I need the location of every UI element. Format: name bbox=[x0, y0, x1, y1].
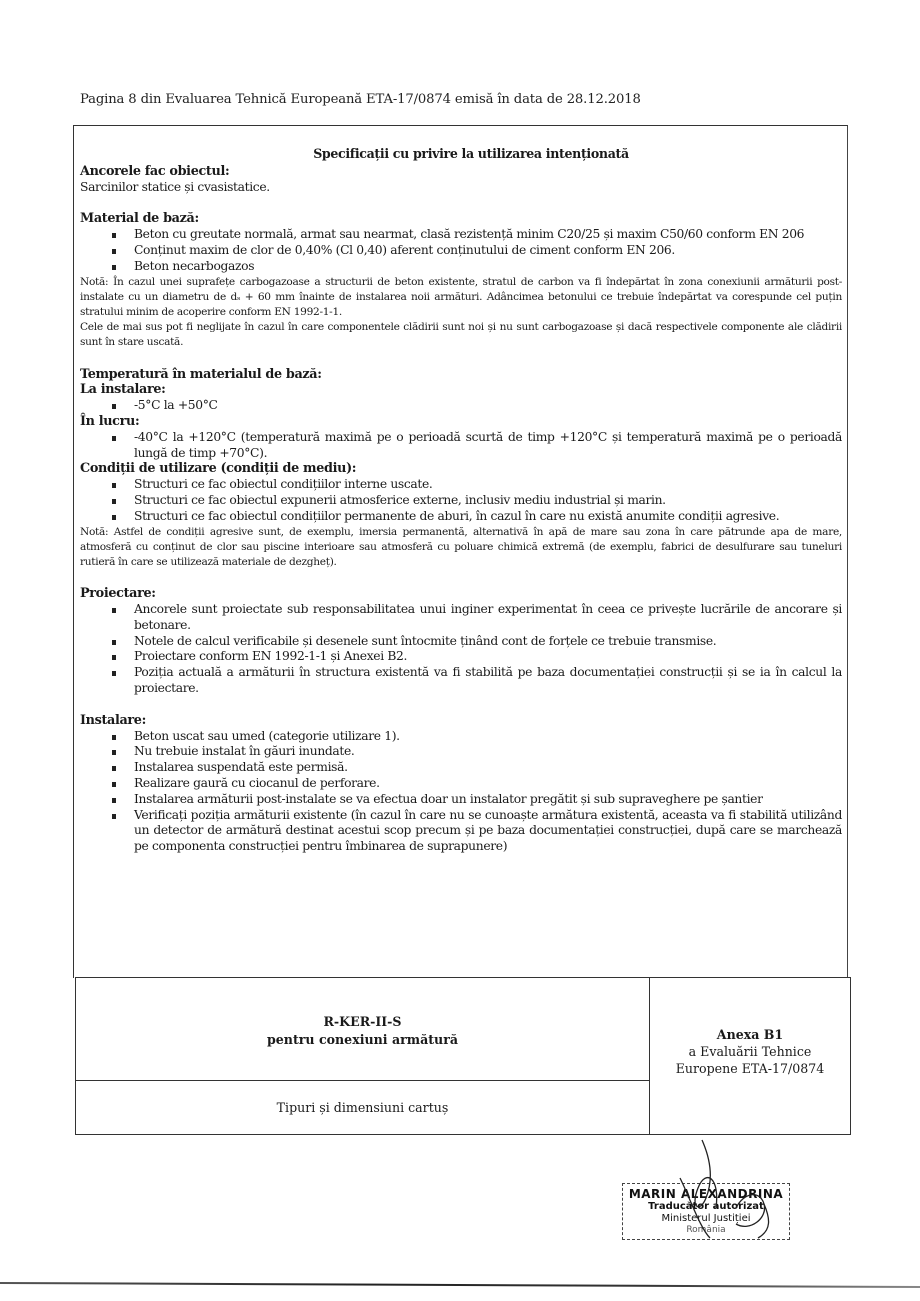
list-item: Beton uscat sau umed (categorie utilizare 1). bbox=[80, 729, 842, 745]
document-title: Specificații cu privire la utilizarea intenționată bbox=[313, 146, 629, 161]
product-name-cell bbox=[76, 978, 649, 1081]
list-item: Proiectare conform EN 1992-1-1 și Anexei B2. bbox=[80, 649, 842, 665]
base-material-note-2: Cele de mai sus pot fi neglijate în cazul în care componentele clădirii sunt noi și nu sunt carbogazoase și dacă respectivele componente ale clădirii sunt în stare uscată. bbox=[80, 321, 842, 349]
footer-subtitle: Tipuri și dimensiuni cartuș bbox=[276, 1100, 449, 1115]
list-item: Notele de calcul verificabile și desenele sunt întocmite ținând cont de forțele ce trebuie transmise. bbox=[80, 634, 842, 650]
signature-icon bbox=[640, 1138, 790, 1248]
section-heading-temperature: Temperatură în materialul de bază: bbox=[80, 366, 322, 382]
page-header: Pagina 8 din Evaluarea Tehnică Europeană ETA-17/0874 emisă în data de 28.12.2018 bbox=[80, 92, 641, 107]
subheading-service-temp: În lucru: bbox=[80, 413, 140, 429]
list-item: Verificați poziția armăturii existente (în cazul în care nu se cunoaște armătura existentă, aceasta va fi stabilită utilizând un detector de armătură destinat acestui scop precum și pe baza documentației construcției, după care se marchează pe componenta construcției pentru îmbinarea de suprapunere) bbox=[80, 808, 842, 855]
section-heading-base-material: Material de bază: bbox=[80, 211, 199, 227]
product-code: R-KER-II-S bbox=[323, 1014, 402, 1029]
conditions-note: Notă: Astfel de condiții agresive sunt, de exemplu, imersia permanentă, alternativă în apă de mare sau zona în care pătrunde apa de mare, atmosferă cu conținut de clor sau piscine interioare sau atmosferă cu poluare chimică extremă (de exemplu, fabrici de desulfurare sau tuneluri rutieră în care se utilizează materiale de dezgheț). bbox=[80, 525, 842, 568]
base-material-note: Notă: În cazul unei suprafețe carbogazoase a structurii de beton existente, stratul de carbon va fi îndepărtat în zona conexiunii armăturii post-instalate cu un diametru de dₛ + 60 mm înainte de instalarea noii armături. Adâncimea betonului ce trebuie îndepărtat va corespunde cel puțin stratului minim de acoperire conform EN 1992-1-1. bbox=[80, 275, 842, 318]
conditions-list bbox=[80, 477, 842, 524]
document-body bbox=[80, 146, 842, 855]
section-heading-design: Proiectare: bbox=[80, 586, 156, 602]
list-item: Realizare gaură cu ciocanul de perforare. bbox=[80, 776, 842, 792]
list-item: Structuri ce fac obiectul expunerii atmosferice externe, inclusiv mediu industrial și marin. bbox=[80, 493, 842, 509]
list-item: Instalarea suspendată este permisă. bbox=[80, 760, 842, 776]
annex-cell bbox=[650, 978, 850, 1134]
install-temp-list bbox=[80, 398, 842, 414]
stamp-name: MARIN ALEXANDRINA bbox=[628, 1187, 784, 1201]
stamp-line-3: Ministerul Justiției bbox=[661, 1213, 751, 1224]
list-item: Instalarea armăturii post-instalate se va efectua doar un instalator pregătit și sub supraveghere pe șantier bbox=[80, 792, 842, 808]
design-list bbox=[80, 602, 842, 697]
footer-title-block bbox=[75, 977, 851, 1135]
footer-left-cell bbox=[76, 978, 650, 1134]
list-item: -40°C la +120°C (temperatură maximă pe o perioadă scurtă de timp +120°C și temperatură maximă pe o perioadă lungă de timp +70°C). bbox=[80, 430, 842, 462]
service-temp-list bbox=[80, 430, 842, 462]
list-item: Structuri ce fac obiectul condițiilor permanente de aburi, în cazul în care nu există anumite condiții agresive. bbox=[80, 509, 842, 525]
list-item: Beton cu greutate normală, armat sau nearmat, clasă rezistență minim C20/25 și maxim C50/60 conform EN 206 bbox=[80, 227, 842, 243]
list-item: Beton necarbogazos bbox=[80, 259, 842, 275]
annex-title: Anexa B1 bbox=[716, 1027, 784, 1042]
base-material-list bbox=[80, 227, 842, 274]
annex-line-3: Europene ETA-17/0874 bbox=[675, 1061, 825, 1076]
list-item: Conținut maxim de clor de 0,40% (Cl 0,40) aferent conținutului de ciment conform EN 206. bbox=[80, 243, 842, 259]
section-heading-conditions: Condiții de utilizare (condiții de mediu): bbox=[80, 461, 357, 477]
installation-list bbox=[80, 729, 842, 855]
list-item: -5°C la +50°C bbox=[80, 398, 842, 414]
subheading-install-temp: La instalare: bbox=[80, 382, 166, 398]
page-edge-line bbox=[0, 1282, 920, 1288]
product-description: pentru conexiuni armătură bbox=[266, 1032, 459, 1047]
stamp-line-4: România bbox=[686, 1225, 726, 1235]
list-item: Ancorele sunt proiectate sub responsabilitatea unui inginer experimentat în ceea ce privește lucrările de ancorare și betonare. bbox=[80, 602, 842, 634]
list-item: Poziția actuală a armăturii în structura existentă va fi stabilită pe baza documentației construcții și se ia în calcul la proiectare. bbox=[80, 665, 842, 697]
list-item: Nu trebuie instalat în găuri inundate. bbox=[80, 744, 842, 760]
object-text: Sarcinilor statice și cvasistatice. bbox=[80, 179, 270, 194]
list-item: Structuri ce fac obiectul condițiilor interne uscate. bbox=[80, 477, 842, 493]
stamp-line-2: Traducător autorizat bbox=[648, 1201, 764, 1212]
section-heading-installation: Instalare: bbox=[80, 712, 146, 728]
section-heading-object: Ancorele fac obiectul: bbox=[80, 163, 230, 179]
annex-line-2: a Evaluării Tehnice bbox=[688, 1044, 812, 1059]
